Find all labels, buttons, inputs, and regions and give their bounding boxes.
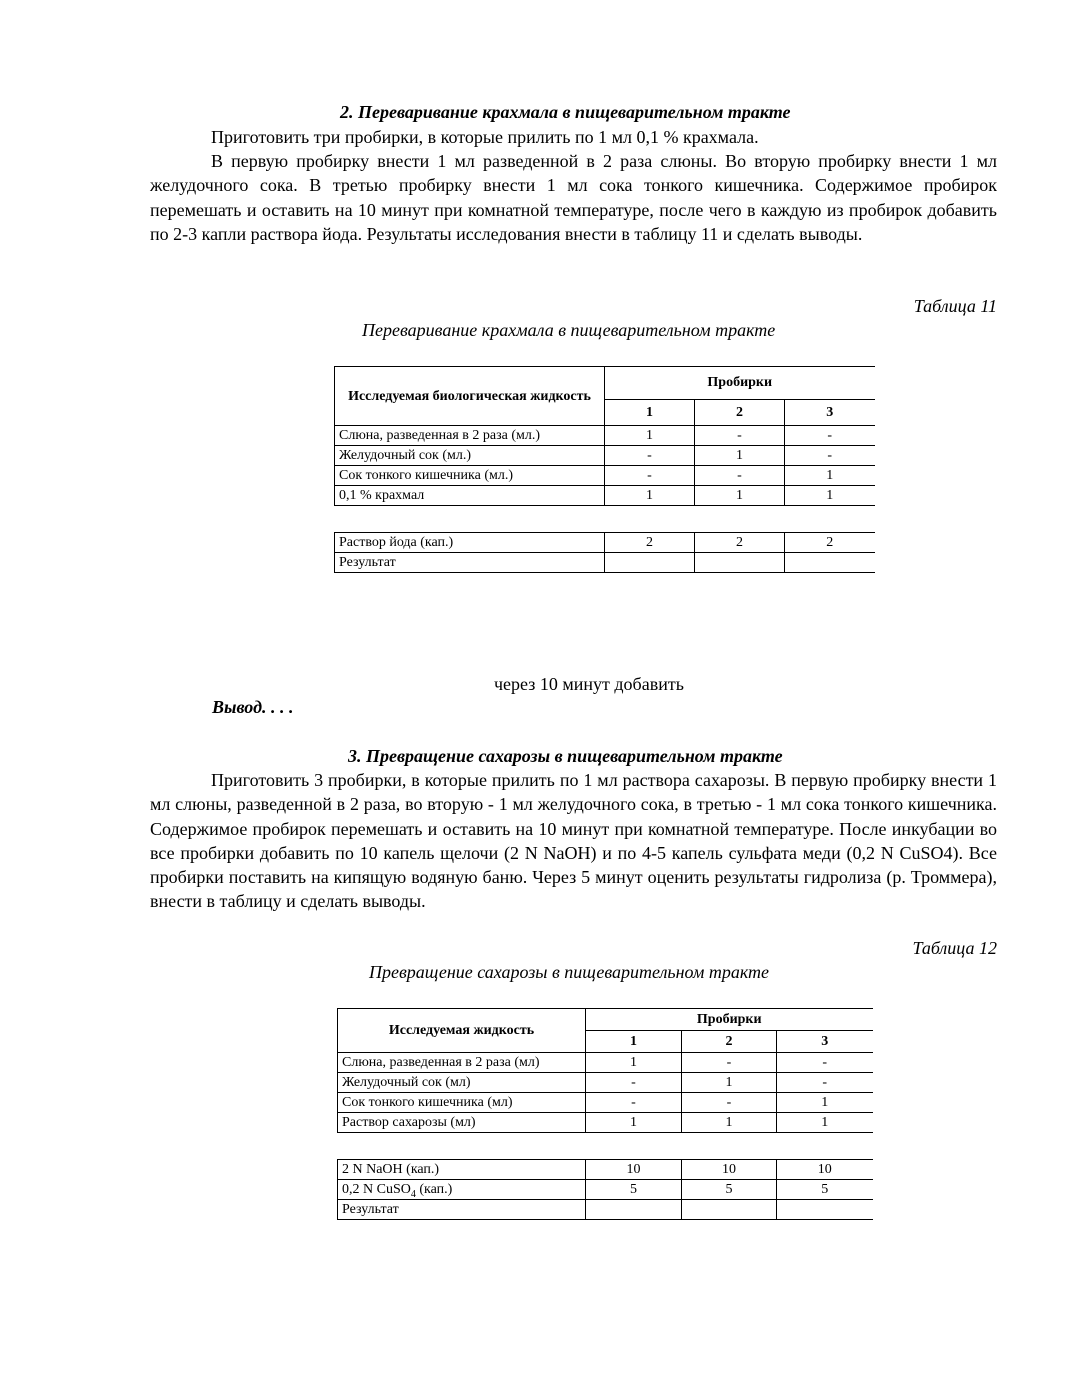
table-12-header-liquid: Исследуемая жидкость (338, 1009, 586, 1053)
table-row (338, 1113, 873, 1133)
table-11-label: Таблица 11 (913, 296, 997, 316)
row-label: Желудочный сок (мл.) (335, 446, 605, 466)
section-3-paragraph-1: Приготовить 3 пробирки, в которые прилить по 1 мл раствора сахарозы. В первую пробирку внести 1 мл слюны, разведенной в 2 раза, во вторую - 1 мл желудочного сока, в третью - 1 мл сока тонкого кишечника. Содержимое пробирок перемешать и оставить на 10 минут при комнатной температуре. После инкубации во все пробирки добавить по 10 капель щелочи (2 N NaOH) и по 4-5 капель сульфата меди (0,2 N CuSO4). Все пробирки поставить на кипящую водяную баню. Через 5 минут оценить результаты гидролиза (р. Троммера), внести в таблицу и сделать выводы. (150, 770, 997, 912)
table-row (335, 446, 875, 466)
row-label: Слюна, разведенная в 2 раза (мл.) (335, 426, 605, 446)
cell-value: - (695, 466, 785, 486)
cell-value (605, 553, 695, 573)
cell-value: 1 (586, 1053, 682, 1073)
cell-value: - (777, 1053, 873, 1073)
table-row (338, 1093, 873, 1113)
cell-value: 1 (682, 1073, 777, 1093)
cell-value: - (695, 426, 785, 446)
cell-value: 1 (682, 1113, 777, 1133)
cell-value: - (605, 466, 695, 486)
cell-value: 1 (785, 466, 875, 486)
section-2-heading: 2. Переваривание крахмала в пищеварительном тракте (340, 102, 791, 122)
label-subscript: 4 (410, 1188, 416, 1200)
table-row (335, 553, 875, 573)
row-label: Раствор сахарозы (мл) (338, 1113, 586, 1133)
table-12 (337, 1008, 873, 1220)
table-11-caption: Переваривание крахмала в пищеварительном тракте (362, 320, 776, 340)
cell-value: - (586, 1093, 682, 1113)
row-label (338, 1180, 586, 1200)
table-12-tube-2: 2 (682, 1031, 777, 1053)
section-3-heading: 3. Превращение сахарозы в пищеварительном тракте (348, 746, 783, 766)
table-row (335, 426, 875, 446)
cell-value: 1 (785, 486, 875, 506)
cell-value: - (682, 1053, 777, 1073)
cell-value: 2 (605, 533, 695, 553)
label-prefix: 0,2 N CuSO (342, 1182, 411, 1197)
table-row (335, 486, 875, 506)
cell-value (777, 1200, 873, 1220)
row-label: 2 N NaOH (кап.) (338, 1160, 586, 1180)
table-12-label: Таблица 12 (912, 938, 997, 958)
cell-value: 5 (777, 1180, 873, 1200)
cell-value: 1 (605, 426, 695, 446)
cell-value: - (777, 1073, 873, 1093)
cell-value (586, 1200, 682, 1220)
table-11-header-tubes: Пробирки (605, 367, 875, 400)
table-11-header-liquid: Исследуемая биологическая жидкость (335, 367, 605, 426)
section-2-paragraph-2: В первую пробирку внести 1 мл разведенной в 2 раза слюны. Во вторую пробирку внести 1 мл желудочного сока. В третью пробирку внести 1 мл сока тонкого кишечника. Содержимое пробирок перемешать и оставить на 10 минут при комнатной температуре, после чего в каждую из пробирок добавить по 2-3 капли раствора йода. Результаты исследования внести в таблицу 11 и сделать выводы. (150, 151, 997, 244)
cell-value (785, 553, 875, 573)
cell-value: - (785, 446, 875, 466)
table-12-caption: Превращение сахарозы в пищеварительном тракте (369, 962, 770, 982)
row-label: Результат (338, 1200, 586, 1220)
row-label: Желудочный сок (мл) (338, 1073, 586, 1093)
cell-value: 1 (695, 446, 785, 466)
cell-value: 10 (586, 1160, 682, 1180)
cell-value: 1 (586, 1113, 682, 1133)
cell-value: 5 (586, 1180, 682, 1200)
row-label: Результат (335, 553, 605, 573)
table-row (335, 466, 875, 486)
table-row (335, 533, 875, 553)
cell-value: 1 (695, 486, 785, 506)
table-11-tube-3: 3 (785, 399, 875, 425)
table-12-tube-1: 1 (586, 1031, 682, 1053)
cell-value (695, 553, 785, 573)
cell-value (682, 1200, 777, 1220)
cell-value: - (785, 426, 875, 446)
table-row (338, 1073, 873, 1093)
conclusion-label: Вывод. . . . (212, 697, 294, 717)
cell-value: 10 (682, 1160, 777, 1180)
table-row (338, 1160, 873, 1180)
cell-value: 2 (785, 533, 875, 553)
row-label: Раствор йода (кап.) (335, 533, 605, 553)
table-row (338, 1200, 873, 1220)
note-after-table-11: через 10 минут добавить (494, 674, 684, 694)
cell-value: 1 (777, 1113, 873, 1133)
row-label: Сок тонкого кишечника (мл) (338, 1093, 586, 1113)
cell-value: 2 (695, 533, 785, 553)
table-11-tube-2: 2 (695, 399, 785, 425)
cell-value: 1 (777, 1093, 873, 1113)
row-label: Слюна, разведенная в 2 раза (мл) (338, 1053, 586, 1073)
cell-value: - (682, 1093, 777, 1113)
section-2-paragraph-1: Приготовить три пробирки, в которые прилить по 1 мл 0,1 % крахмала. (211, 127, 759, 147)
cell-value: - (586, 1073, 682, 1093)
cell-value: 10 (777, 1160, 873, 1180)
cell-value: 1 (605, 486, 695, 506)
cell-value: 5 (682, 1180, 777, 1200)
row-label: Сок тонкого кишечника (мл.) (335, 466, 605, 486)
table-11-tube-1: 1 (605, 399, 695, 425)
table-row (338, 1053, 873, 1073)
label-suffix: (кап.) (415, 1182, 453, 1197)
table-row (338, 1180, 873, 1200)
table-11 (334, 366, 875, 573)
table-12-header-tubes: Пробирки (586, 1009, 873, 1031)
cell-value: - (605, 446, 695, 466)
row-label: 0,1 % крахмал (335, 486, 605, 506)
table-12-tube-3: 3 (777, 1031, 873, 1053)
